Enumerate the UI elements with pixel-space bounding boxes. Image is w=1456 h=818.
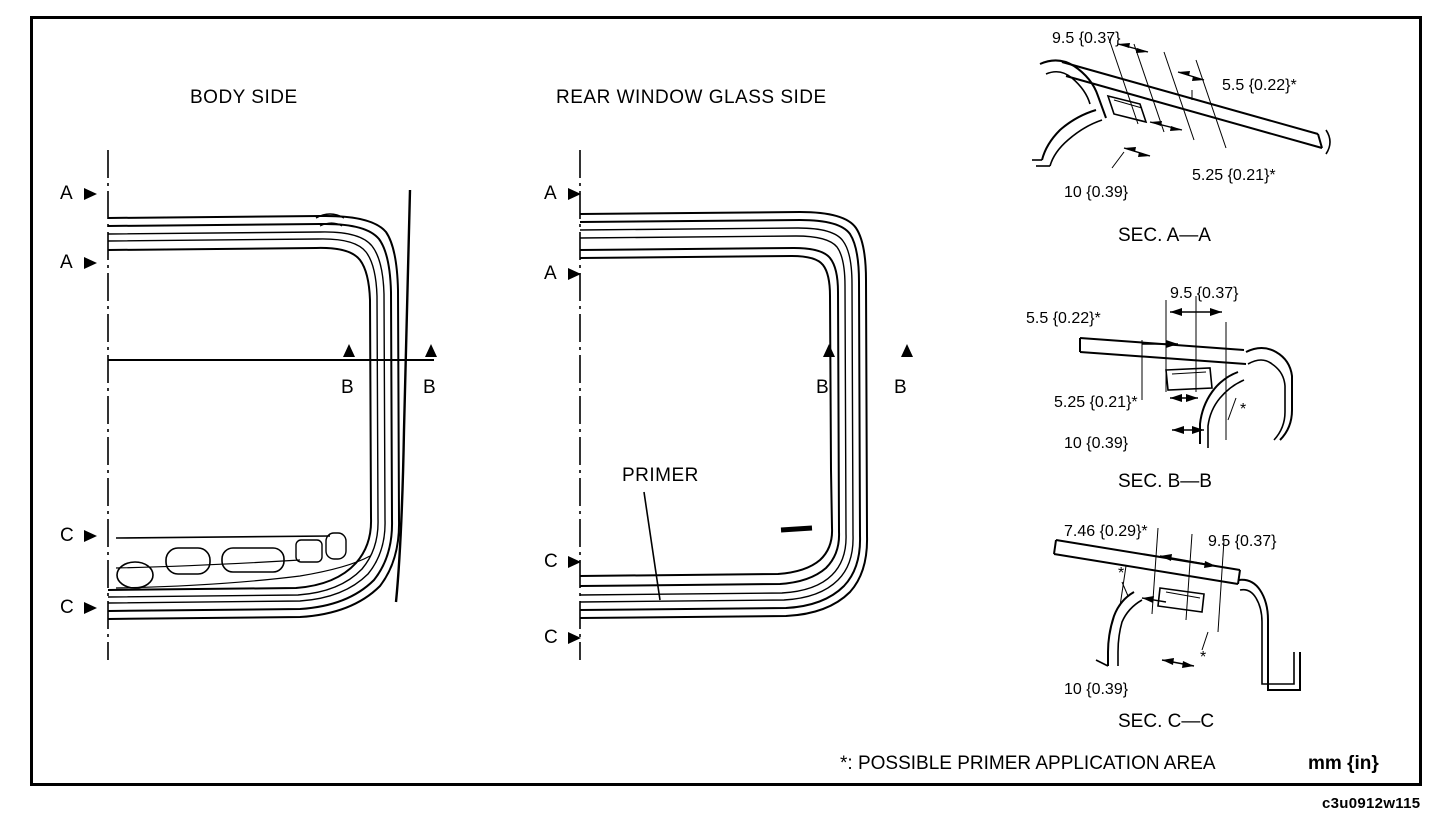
body-side-mark-b2: B <box>423 377 436 398</box>
sec-bb-dim-3: 5.25 {0.21}* <box>1054 394 1138 411</box>
primer-callout-label: PRIMER <box>622 465 699 486</box>
glass-side-mark-a1: A <box>544 183 557 204</box>
glass-side-mark-a2: A <box>544 263 557 284</box>
sec-cc-dim-1: 7.46 {0.29}* <box>1064 523 1148 540</box>
sec-cc-dim-3: 10 {0.39} <box>1064 681 1129 698</box>
sec-bb-label: SEC. B—B <box>1118 471 1212 492</box>
sec-cc-asterisk-2: * <box>1200 649 1207 666</box>
body-side-title: BODY SIDE <box>190 87 298 108</box>
units-note: mm {in} <box>1308 753 1379 774</box>
glass-side-mark-b2: B <box>894 377 907 398</box>
sec-cc-asterisk-1: * <box>1118 565 1125 582</box>
body-side-mark-b1: B <box>341 377 354 398</box>
sec-cc-dim-2: 9.5 {0.37} <box>1208 533 1277 550</box>
sec-aa-dim-3: 5.25 {0.21}* <box>1192 167 1276 184</box>
sec-bb-asterisk: * <box>1240 401 1247 418</box>
glass-side-mark-b1: B <box>816 377 829 398</box>
sec-aa-label: SEC. A—A <box>1118 225 1211 246</box>
sec-cc-label: SEC. C—C <box>1118 711 1215 732</box>
glass-side-mark-c1: C <box>544 551 558 572</box>
sec-bb-dim-1: 9.5 {0.37} <box>1170 285 1239 302</box>
sec-aa-dim-2: 5.5 {0.22}* <box>1222 77 1297 94</box>
body-side-mark-a2: A <box>60 252 73 273</box>
sec-bb-dim-2: 5.5 {0.22}* <box>1026 310 1101 327</box>
glass-side-mark-c2: C <box>544 627 558 648</box>
body-side-mark-c2: C <box>60 597 74 618</box>
sec-aa-dim-1: 9.5 {0.37} <box>1052 30 1121 47</box>
primer-footnote: *: POSSIBLE PRIMER APPLICATION AREA <box>840 753 1216 774</box>
body-side-mark-c1: C <box>60 525 74 546</box>
sec-aa-dim-4: 10 {0.39} <box>1064 184 1129 201</box>
body-side-mark-a1: A <box>60 183 73 204</box>
figure-code: c3u0912w115 <box>1322 795 1421 812</box>
glass-side-title: REAR WINDOW GLASS SIDE <box>556 87 827 108</box>
sec-bb-dim-4: 10 {0.39} <box>1064 435 1129 452</box>
